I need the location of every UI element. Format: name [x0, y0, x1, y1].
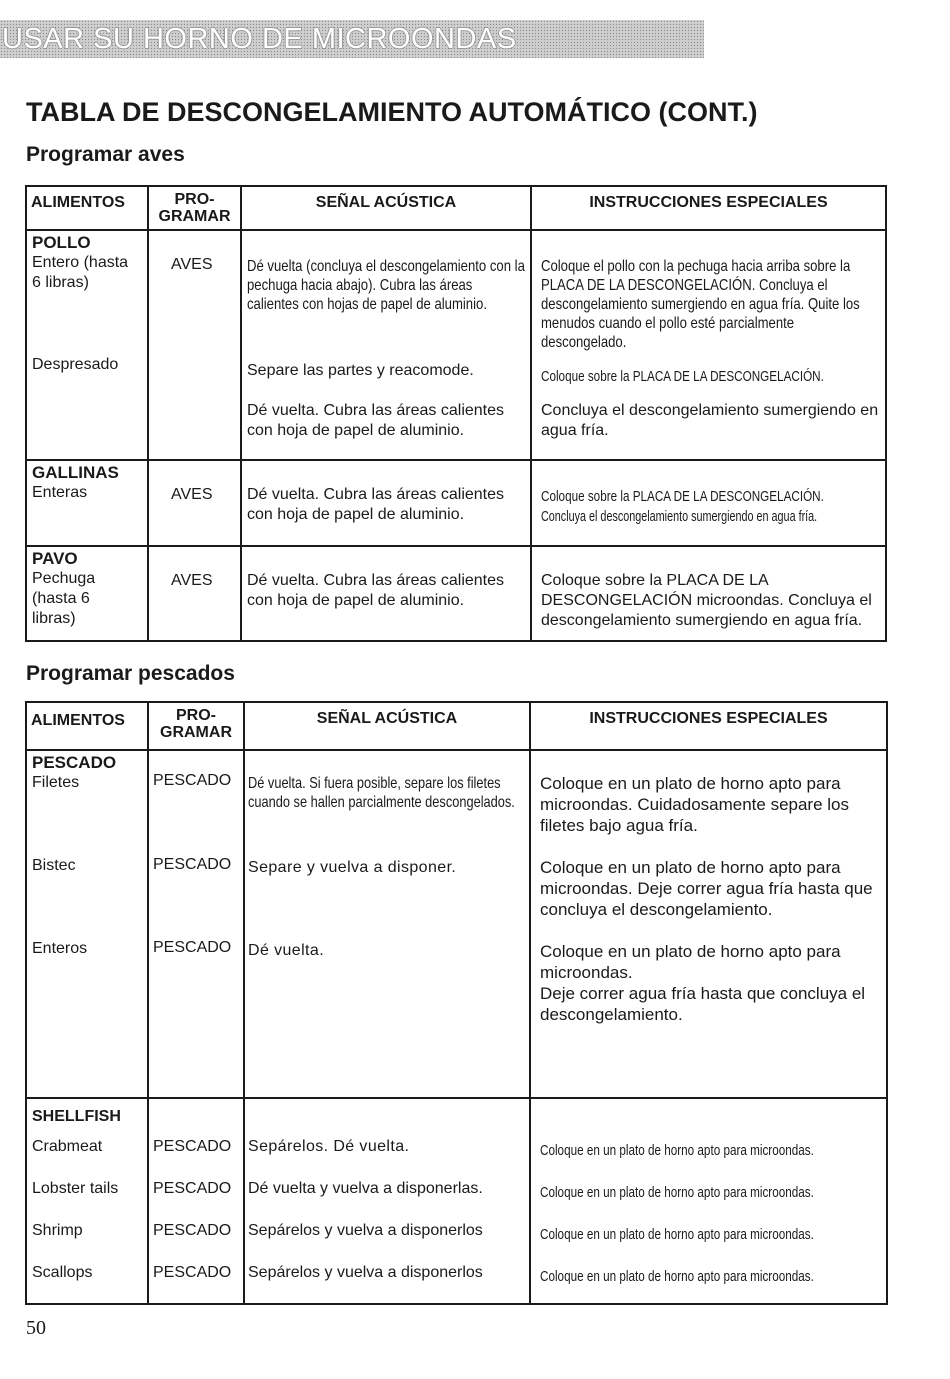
signal-cell	[241, 230, 531, 460]
instructions-cell: Coloque sobre la PLACA DE LA DESCONGELACIÓN microondas. Concluya el descongelamiento sumergiendo en agua fría.	[531, 546, 886, 641]
food-label: Lobster tails	[32, 1180, 119, 1197]
pescados-section-title: Programar pescados	[26, 662, 235, 685]
signal-cell: Dé vuelta. Cubra las áreas calientes con hoja de papel de aluminio.	[241, 460, 531, 546]
col-programar-line2: GRAMAR	[160, 724, 232, 741]
pescados-table	[25, 701, 888, 1305]
instructions-cell	[531, 230, 886, 460]
signal-cell: Dé vuelta. Cubra las áreas calientes con hoja de papel de aluminio.	[241, 546, 531, 641]
signal-text: Sepárelos y vuelva a disponerlos	[248, 1264, 483, 1281]
food-label: Entero (hasta 6 libras)	[32, 254, 129, 291]
instructions-text: Coloque en un plato de horno apto para microondas. Deje correr agua fría hasta que concluya el descongelamiento.	[540, 858, 873, 919]
instructions-text: Coloque en un plato de horno apto para microondas.	[540, 1268, 814, 1285]
table-row	[26, 546, 886, 641]
instructions-cell	[530, 750, 887, 1098]
program-text: PESCADO	[153, 1222, 232, 1239]
category-label: SHELLFISH	[32, 1108, 121, 1125]
col-senal: SEÑAL ACÚSTICA	[244, 702, 530, 750]
program-cell	[148, 1098, 244, 1304]
aves-table	[25, 185, 887, 642]
instructions-text: Coloque en un plato de horno apto para microondas. Cuidadosamente separe los filetes bajo agua fría.	[540, 774, 850, 835]
food-label: Bistec	[32, 857, 76, 874]
col-instrucciones: INSTRUCCIONES ESPECIALES	[530, 702, 887, 750]
col-programar	[148, 186, 241, 230]
food-label: Shrimp	[32, 1222, 83, 1239]
signal-text: Separe las partes y reacomode.	[247, 362, 474, 379]
table-row	[26, 460, 886, 546]
col-programar-line1: PRO-	[176, 707, 216, 724]
category-label: PAVO	[32, 549, 78, 568]
program-text: PESCADO	[153, 939, 232, 956]
page-title: TABLA DE DESCONGELAMIENTO AUTOMÁTICO (CONT.)	[26, 97, 758, 127]
table-row	[26, 1098, 887, 1304]
col-senal: SEÑAL ACÚSTICA	[241, 186, 531, 230]
signal-text: Dé vuelta y vuelva a disponerlas.	[248, 1180, 483, 1197]
pescados-header-row	[26, 702, 887, 750]
program-cell	[148, 750, 244, 1098]
aves-section-title: Programar aves	[26, 143, 185, 166]
food-cell	[26, 460, 148, 546]
program-cell: AVES	[148, 460, 241, 546]
program-cell: AVES	[148, 546, 241, 641]
instructions-text: Coloque sobre la PLACA DE LA DESCONGELACIÓN.	[541, 368, 824, 385]
instructions-cell	[530, 1098, 887, 1304]
instructions-text: Coloque en un plato de horno apto para microondas.	[540, 942, 841, 982]
program-text: PESCADO	[153, 856, 232, 873]
signal-text: Dé vuelta (concluya el descongelamiento con la pechuga hacia abajo). Cubra las áreas calientes con hojas de papel de aluminio.	[247, 258, 525, 313]
instructions-text: Coloque en un plato de horno apto para microondas.	[540, 1184, 814, 1201]
category-label: GALLINAS	[32, 463, 119, 482]
instructions-text: Coloque en un plato de horno apto para microondas.	[540, 1142, 814, 1159]
signal-text: Sepárelos. Dé vuelta.	[248, 1138, 410, 1155]
food-label: Despresado	[32, 356, 119, 373]
col-instrucciones: INSTRUCCIONES ESPECIALES	[531, 186, 886, 230]
food-label: Enteras	[32, 484, 88, 501]
signal-cell	[244, 1098, 530, 1304]
col-programar-line2: GRAMAR	[158, 208, 231, 225]
program-text: PESCADO	[153, 1264, 232, 1281]
program-text: PESCADO	[153, 1180, 232, 1197]
instructions-text: Coloque sobre la PLACA DE LA DESCONGELACIÓN.	[541, 488, 824, 505]
food-label: Pechuga (hasta 6 libras)	[32, 570, 96, 627]
category-label: PESCADO	[32, 753, 117, 772]
section-banner	[0, 20, 704, 58]
section-banner-text: USAR SU HORNO DE MICROONDAS	[2, 23, 517, 55]
food-cell	[26, 230, 148, 460]
col-programar	[148, 702, 244, 750]
food-cell	[26, 1098, 148, 1304]
food-label: Crabmeat	[32, 1138, 103, 1155]
program-text: PESCADO	[153, 1138, 232, 1155]
instructions-cell	[531, 460, 886, 546]
instructions-text: Coloque en un plato de horno apto para microondas.	[540, 1226, 814, 1243]
food-cell	[26, 546, 148, 641]
program-text: PESCADO	[153, 772, 232, 789]
food-label: Filetes	[32, 774, 80, 791]
table-row	[26, 230, 886, 460]
signal-text: Separe y vuelva a disponer.	[248, 859, 457, 876]
signal-text: Dé vuelta. Cubra las áreas calientes con hoja de papel de aluminio.	[247, 402, 505, 439]
col-alimentos: ALIMENTOS	[26, 702, 148, 750]
aves-header-row	[26, 186, 886, 230]
signal-text: Dé vuelta. Si fuera posible, separe los filetes cuando se hallen parcialmente descongelados.	[248, 775, 515, 811]
program-cell: AVES	[148, 230, 241, 460]
food-label: Scallops	[32, 1264, 93, 1281]
signal-text: Sepárelos y vuelva a disponerlos	[248, 1222, 483, 1239]
instructions-text: Concluya el descongelamiento sumergiendo en agua fría.	[541, 402, 879, 439]
table-row	[26, 750, 887, 1098]
food-label: Enteros	[32, 940, 88, 957]
col-alimentos: ALIMENTOS	[26, 186, 148, 230]
instructions-text: Concluya el descongelamiento sumergiendo en agua fría.	[541, 508, 818, 525]
signal-cell	[244, 750, 530, 1098]
instructions-text: Deje correr agua fría hasta que concluya el descongelamiento.	[540, 984, 866, 1024]
category-label: POLLO	[32, 233, 91, 252]
instructions-text: Coloque el pollo con la pechuga hacia arriba sobre la PLACA DE LA DESCONGELACIÓN. Concluya el descongelamiento sumergiendo en agua fría. Quite los menudos cuando el pollo esté parcialmente descongelado.	[541, 258, 860, 351]
food-cell	[26, 750, 148, 1098]
signal-text: Dé vuelta.	[248, 942, 325, 959]
page-number: 50	[26, 1317, 46, 1339]
col-programar-line1: PRO-	[174, 191, 215, 208]
